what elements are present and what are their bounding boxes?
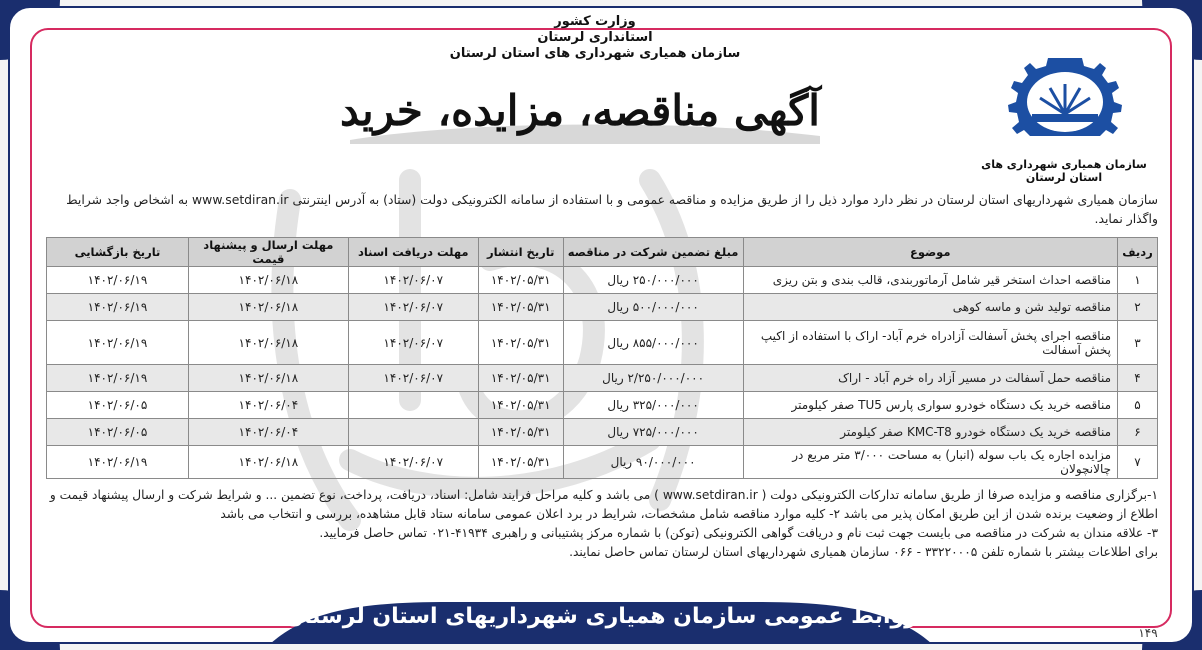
table-row	[47, 419, 1158, 446]
header-subject: موضوع	[743, 238, 1118, 267]
header-amount: مبلغ تضمین شرکت در مناقصه	[563, 238, 743, 267]
cell-row-number: ۴	[1118, 365, 1158, 392]
cell-amount: ۵۰۰/۰۰۰/۰۰۰ ریال	[563, 294, 743, 321]
cell-subject: مناقصه اجرای پخش آسفالت آزادراه خرم آباد- اراک با استفاده از اکیپ پخش آسفالت	[743, 321, 1118, 365]
cell-row-number: ۶	[1118, 419, 1158, 446]
cell-row-number: ۲	[1118, 294, 1158, 321]
cell-subject: مزایده اجاره یک باب سوله (انبار) به مساحت ۳/۰۰۰ متر مربع در چالانچولان	[743, 446, 1118, 479]
cell-subject: مناقصه احداث استخر قیر شامل آرماتوربندی، قالب بندی و بتن ریزی	[743, 267, 1118, 294]
cell-amount: ۳۲۵/۰۰۰/۰۰۰ ریال	[563, 392, 743, 419]
page-title: آگهی مناقصه، مزایده، خرید	[340, 86, 820, 135]
cell-opening: ۱۴۰۲/۰۶/۱۹	[47, 321, 189, 365]
header-doc-deadline: مهلت دریافت اسناد	[348, 238, 478, 267]
note-3: ۳- علاقه مندان به شرکت در مناقصه می بایست جهت ثبت نام و دریافت گواهی الکترونیکی (توکن) با شماره مرکز پشتیبانی و راهبری ۴۱۹۳۴-۰۲۱ تماس حاصل فرمایید.	[319, 526, 1158, 540]
cell-published: ۱۴۰۲/۰۵/۳۱	[478, 294, 563, 321]
cell-amount: ۸۵۵/۰۰۰/۰۰۰ ریال	[563, 321, 743, 365]
cell-opening: ۱۴۰۲/۰۶/۱۹	[47, 365, 189, 392]
cell-amount: ۷۲۵/۰۰۰/۰۰۰ ریال	[563, 419, 743, 446]
table-header-row	[47, 238, 1158, 267]
cell-amount: ۹۰/۰۰۰/۰۰۰ ریال	[563, 446, 743, 479]
cell-opening: ۱۴۰۲/۰۶/۰۵	[47, 392, 189, 419]
header-submit-deadline: مهلت ارسال و پیشنهاد قیمت	[188, 238, 348, 267]
cell-doc-deadline: ۱۴۰۲/۰۶/۰۷	[348, 446, 478, 479]
cell-published: ۱۴۰۲/۰۵/۳۱	[478, 419, 563, 446]
logo-caption: سازمان همیاری شهرداری های استان لرستان	[981, 158, 1147, 184]
cell-doc-deadline: ۱۴۰۲/۰۶/۰۷	[348, 365, 478, 392]
cell-submit-deadline: ۱۴۰۲/۰۶/۱۸	[188, 294, 348, 321]
cell-doc-deadline	[348, 392, 478, 419]
note-1: ۱-برگزاری مناقصه و مزایده صرفا از طریق سامانه تدارکات الکترونیکی دولت ( www.setdiran.ir ) می باشد و کلیه مراحل فرایند شامل: اسناد، دریافت، پرداخت، نوع تضمین ... و شرایط شرکت و ارسال پیشنهاد قیمت و اطلاع از وضعیت برنده شدن از این طریق امکان پذیر می باشد ۲- کلیه موارد مناقصه شامل مشخصات، شرایط در برد اعلان عمومی سامانه ستاد قابل مشاهده، بررسی و انتخاب می باشد	[49, 488, 1158, 521]
cell-doc-deadline	[348, 419, 478, 446]
notes-block	[46, 486, 1158, 562]
cell-subject: مناقصه خرید یک دستگاه خودرو سواری پارس TU5 صفر کیلومتر	[743, 392, 1118, 419]
cell-opening: ۱۴۰۲/۰۶/۰۵	[47, 419, 189, 446]
header-opening: تاریخ بازگشایی	[47, 238, 189, 267]
cell-published: ۱۴۰۲/۰۵/۳۱	[478, 321, 563, 365]
cell-row-number: ۷	[1118, 446, 1158, 479]
header-row-number: ردیف	[1118, 238, 1158, 267]
cell-published: ۱۴۰۲/۰۵/۳۱	[478, 446, 563, 479]
cell-row-number: ۳	[1118, 321, 1158, 365]
cell-row-number: ۱	[1118, 267, 1158, 294]
cell-doc-deadline: ۱۴۰۲/۰۶/۰۷	[348, 294, 478, 321]
tenders-table	[46, 237, 1158, 479]
cell-amount: ۲۵۰/۰۰۰/۰۰۰ ریال	[563, 267, 743, 294]
cell-submit-deadline: ۱۴۰۲/۰۶/۱۸	[188, 321, 348, 365]
cell-doc-deadline: ۱۴۰۲/۰۶/۰۷	[348, 321, 478, 365]
cell-subject: مناقصه خرید یک دستگاه خودرو KMC-T8 صفر کیلومتر	[743, 419, 1118, 446]
note-4: برای اطلاعات بیشتر با شماره تلفن ۳۳۲۲۰۰۰۵ - ۰۶۶ سازمان همیاری شهرداریهای استان لرستان تماس حاصل نمایند.	[569, 545, 1158, 559]
cell-subject: مناقصه حمل آسفالت در مسیر آزاد راه خرم آباد - اراک	[743, 365, 1118, 392]
cell-submit-deadline: ۱۴۰۲/۰۶/۱۸	[188, 267, 348, 294]
cell-submit-deadline: ۱۴۰۲/۰۶/۰۴	[188, 392, 348, 419]
header-block	[380, 14, 810, 62]
cell-submit-deadline: ۱۴۰۲/۰۶/۱۸	[188, 365, 348, 392]
cell-published: ۱۴۰۲/۰۵/۳۱	[478, 365, 563, 392]
cell-subject: مناقصه تولید شن و ماسه کوهی	[743, 294, 1118, 321]
table-row	[47, 294, 1158, 321]
table-row	[47, 446, 1158, 479]
cell-row-number: ۵	[1118, 392, 1158, 419]
cell-opening: ۱۴۰۲/۰۶/۱۹	[47, 267, 189, 294]
cell-submit-deadline: ۱۴۰۲/۰۶/۰۴	[188, 419, 348, 446]
cell-doc-deadline: ۱۴۰۲/۰۶/۰۷	[348, 267, 478, 294]
governorate-name: استانداری لرستان	[537, 30, 653, 45]
organization-name: سازمان همیاری شهرداری های استان لرستان	[449, 46, 741, 61]
page-number: ۱۴۹	[1138, 626, 1158, 640]
cell-published: ۱۴۰۲/۰۵/۳۱	[478, 392, 563, 419]
cell-amount: ۲/۲۵۰/۰۰۰/۰۰۰ ریال	[563, 365, 743, 392]
table-row	[47, 392, 1158, 419]
cell-published: ۱۴۰۲/۰۵/۳۱	[478, 267, 563, 294]
table-row	[47, 365, 1158, 392]
cell-opening: ۱۴۰۲/۰۶/۱۹	[47, 294, 189, 321]
table-row	[47, 321, 1158, 365]
footer-text: روابط عمومی سازمان همیاری شهرداریهای استان لرستان	[285, 604, 917, 629]
cell-submit-deadline: ۱۴۰۲/۰۶/۱۸	[188, 446, 348, 479]
cell-opening: ۱۴۰۲/۰۶/۱۹	[47, 446, 189, 479]
organization-logo-icon	[1000, 46, 1130, 146]
ministry-name: وزارت کشور	[554, 14, 636, 29]
header-published: تاریخ انتشار	[478, 238, 563, 267]
table-row	[47, 267, 1158, 294]
intro-paragraph: سازمان همیاری شهرداریهای استان لرستان در نظر دارد موارد ذیل را از طریق مزایده و مناقصه عمومی و با استفاده از سامانه الکترونیکی دولت (ستاد) به آدرس اینترنتی www.setdiran.ir به اشخاص واجد شرایط واگذار نماید.	[66, 192, 1158, 226]
